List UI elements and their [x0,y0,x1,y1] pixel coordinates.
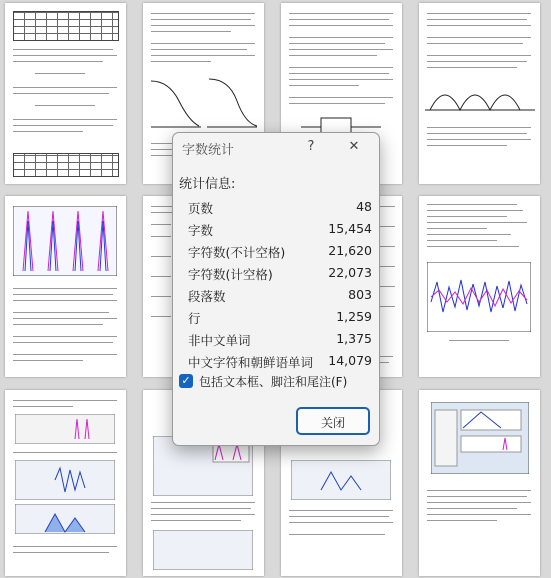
stat-label: 行 [188,311,201,326]
page-thumbnail[interactable] [5,390,126,576]
statistics-heading: 统计信息: [179,177,236,192]
close-icon[interactable]: ✕ [348,139,360,154]
stat-row-lines [188,307,372,327]
include-textboxes-label[interactable]: 包括文本框、脚注和尾注(F) [199,375,348,389]
stat-value: 803 [348,287,372,302]
stat-label: 非中文单词 [188,333,251,348]
stat-value: 22,073 [328,265,372,280]
include-textboxes-checkbox[interactable]: ✓ [179,374,193,388]
dialog-title: 字数统计 [182,143,235,158]
stat-label: 字符数(计空格) [188,267,273,282]
page-thumbnail[interactable] [419,390,540,576]
page-thumbnail[interactable] [419,196,540,377]
stat-label: 页数 [188,201,214,216]
page-thumbnail[interactable] [419,3,540,184]
stat-row-paragraphs [188,285,372,305]
stat-row-chars-with-spaces [188,263,372,283]
stat-label: 字符数(不计空格) [188,245,286,260]
page-thumbnail[interactable] [5,3,126,184]
stat-row-words [188,219,372,239]
stat-row-pages [188,197,372,217]
stat-label: 字数 [188,223,214,238]
stat-row-non-chinese-words [188,329,372,349]
word-count-dialog [172,132,380,446]
stat-row-chars-no-spaces [188,241,372,261]
stat-row-cjk-words [188,351,372,371]
stat-value: 1,259 [336,309,372,324]
close-button[interactable]: 关闭 [296,407,370,435]
page-thumbnail[interactable] [5,196,126,377]
stat-label: 中文字符和朝鲜语单词 [188,355,314,370]
help-icon[interactable]: ? [307,139,315,154]
stat-label: 段落数 [188,289,226,304]
stat-value: 48 [356,199,372,214]
stat-value: 15,454 [328,221,372,236]
stat-value: 1,375 [336,331,372,346]
stat-value: 21,620 [328,243,372,258]
stat-value: 14,079 [328,353,372,368]
